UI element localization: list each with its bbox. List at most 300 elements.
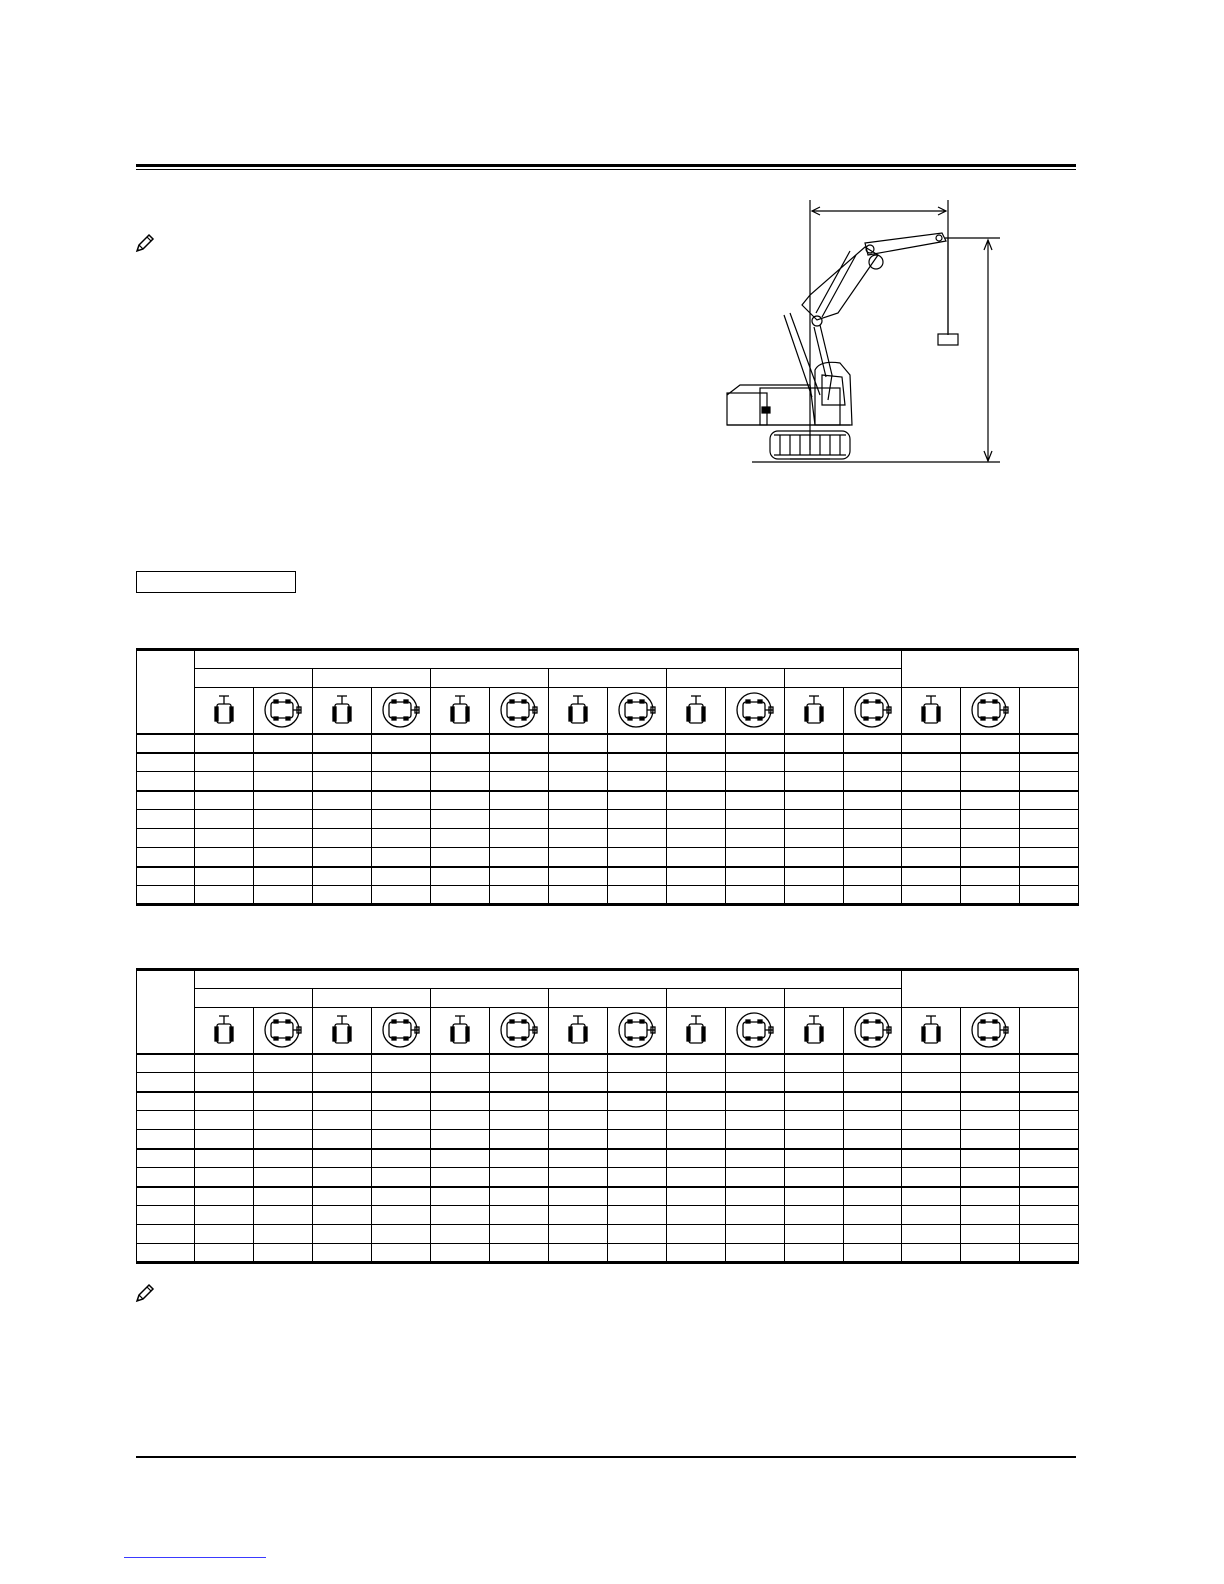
capacity-cell bbox=[844, 829, 902, 848]
capacity-cell bbox=[902, 1244, 961, 1263]
radius-group-header bbox=[785, 669, 902, 688]
capacity-cell bbox=[844, 867, 902, 886]
capacity-cell bbox=[195, 1149, 254, 1168]
capacity-cell bbox=[785, 1073, 844, 1092]
lift-capacity-table-2 bbox=[136, 968, 1079, 1264]
capacity-cell bbox=[372, 1244, 431, 1263]
capacity-cell bbox=[313, 848, 372, 867]
capacity-cell bbox=[431, 810, 490, 829]
capacity-cell bbox=[726, 1073, 785, 1092]
capacity-cell bbox=[1020, 1092, 1079, 1111]
capacity-cell bbox=[254, 1168, 313, 1187]
capacity-cell bbox=[431, 734, 490, 753]
capacity-cell bbox=[195, 886, 254, 905]
capacity-cell bbox=[1020, 1073, 1079, 1092]
capacity-cell bbox=[431, 1111, 490, 1130]
track-over-side-icon bbox=[381, 690, 421, 730]
radius-group-header bbox=[549, 989, 667, 1008]
pencil-icon bbox=[134, 232, 156, 254]
capacity-cell bbox=[961, 829, 1020, 848]
capacity-cell bbox=[549, 772, 608, 791]
track-over-side-icon bbox=[263, 690, 303, 730]
track-over-front-icon bbox=[685, 694, 707, 726]
track-over-front-icon bbox=[449, 1014, 471, 1046]
capacity-cell bbox=[961, 886, 1020, 905]
capacity-cell bbox=[608, 1187, 667, 1206]
capacity-cell bbox=[785, 1225, 844, 1244]
capacity-cell bbox=[490, 753, 549, 772]
height-cell bbox=[137, 1073, 195, 1092]
reach-header bbox=[1020, 1008, 1079, 1054]
capacity-cell bbox=[549, 1054, 608, 1073]
capacity-cell bbox=[431, 867, 490, 886]
capacity-cell bbox=[844, 1054, 902, 1073]
capacity-cell bbox=[1020, 848, 1079, 867]
table-2-body bbox=[137, 970, 1079, 1263]
capacity-cell bbox=[490, 1092, 549, 1111]
capacity-cell bbox=[372, 1149, 431, 1168]
capacity-cell bbox=[431, 1206, 490, 1225]
table-row bbox=[137, 1092, 1079, 1111]
capacity-cell bbox=[313, 1092, 372, 1111]
capacity-cell bbox=[726, 810, 785, 829]
capacity-cell bbox=[195, 1225, 254, 1244]
capacity-cell bbox=[313, 753, 372, 772]
capacity-cell bbox=[667, 1054, 726, 1073]
capacity-cell bbox=[726, 1111, 785, 1130]
capacity-cell bbox=[490, 1073, 549, 1092]
capacity-cell bbox=[608, 1092, 667, 1111]
capacity-cell bbox=[902, 734, 961, 753]
capacity-cell bbox=[785, 848, 844, 867]
radius-header-cell bbox=[195, 970, 902, 989]
capacity-cell bbox=[785, 829, 844, 848]
radius-group-header bbox=[431, 989, 549, 1008]
capacity-cell bbox=[254, 791, 313, 810]
capacity-cell bbox=[785, 772, 844, 791]
radius-group-header bbox=[667, 669, 785, 688]
height-cell bbox=[137, 1054, 195, 1073]
capacity-cell bbox=[490, 867, 549, 886]
capacity-cell bbox=[549, 1149, 608, 1168]
capacity-cell bbox=[195, 1092, 254, 1111]
capacity-cell bbox=[1020, 810, 1079, 829]
capacity-cell bbox=[372, 1225, 431, 1244]
height-cell bbox=[137, 772, 195, 791]
over-front-header bbox=[195, 1008, 254, 1054]
radius-group-header bbox=[431, 669, 549, 688]
capacity-cell bbox=[195, 1054, 254, 1073]
track-over-side-icon bbox=[381, 1010, 421, 1050]
height-cell bbox=[137, 1206, 195, 1225]
capacity-cell bbox=[549, 1206, 608, 1225]
track-over-side-icon bbox=[499, 690, 539, 730]
capacity-cell bbox=[667, 829, 726, 848]
capacity-cell bbox=[1020, 867, 1079, 886]
capacity-cell bbox=[313, 1206, 372, 1225]
capacity-cell bbox=[313, 791, 372, 810]
table-row bbox=[137, 810, 1079, 829]
capacity-cell bbox=[195, 1168, 254, 1187]
capacity-cell bbox=[726, 772, 785, 791]
capacity-cell bbox=[195, 734, 254, 753]
capacity-cell bbox=[431, 1168, 490, 1187]
capacity-cell bbox=[902, 810, 961, 829]
capacity-cell bbox=[431, 829, 490, 848]
track-over-front-icon bbox=[803, 1014, 825, 1046]
capacity-cell bbox=[372, 829, 431, 848]
over-front-header bbox=[902, 688, 961, 734]
capacity-cell bbox=[902, 1225, 961, 1244]
capacity-cell bbox=[608, 1111, 667, 1130]
capacity-cell bbox=[608, 1149, 667, 1168]
capacity-cell bbox=[902, 791, 961, 810]
height-cell bbox=[137, 753, 195, 772]
capacity-cell bbox=[961, 1130, 1020, 1149]
capacity-cell bbox=[490, 1206, 549, 1225]
capacity-cell bbox=[254, 1092, 313, 1111]
capacity-cell bbox=[195, 867, 254, 886]
capacity-cell bbox=[313, 886, 372, 905]
capacity-cell bbox=[608, 848, 667, 867]
height-cell bbox=[137, 886, 195, 905]
table-row bbox=[137, 772, 1079, 791]
capacity-cell bbox=[961, 848, 1020, 867]
over-front-header bbox=[313, 1008, 372, 1054]
capacity-cell bbox=[372, 791, 431, 810]
capacity-cell bbox=[961, 1187, 1020, 1206]
capacity-cell bbox=[785, 1130, 844, 1149]
table-row bbox=[137, 1168, 1079, 1187]
capacity-cell bbox=[549, 886, 608, 905]
footer-rule bbox=[136, 1456, 1076, 1458]
height-header-cell bbox=[137, 650, 195, 734]
capacity-cell bbox=[785, 734, 844, 753]
capacity-cell bbox=[667, 886, 726, 905]
height-cell bbox=[137, 791, 195, 810]
radius-group-header bbox=[549, 669, 667, 688]
capacity-cell bbox=[490, 829, 549, 848]
capacity-cell bbox=[195, 1130, 254, 1149]
capacity-cell bbox=[549, 753, 608, 772]
capacity-cell bbox=[549, 867, 608, 886]
capacity-cell bbox=[431, 848, 490, 867]
capacity-cell bbox=[195, 1206, 254, 1225]
capacity-cell bbox=[254, 848, 313, 867]
capacity-cell bbox=[902, 1187, 961, 1206]
capacity-cell bbox=[608, 1168, 667, 1187]
capacity-cell bbox=[313, 1111, 372, 1130]
track-over-front-icon bbox=[449, 694, 471, 726]
capacity-cell bbox=[667, 791, 726, 810]
capacity-cell bbox=[490, 1168, 549, 1187]
capacity-cell bbox=[844, 1073, 902, 1092]
over-side-header bbox=[726, 1008, 785, 1054]
capacity-cell bbox=[902, 1168, 961, 1187]
capacity-cell bbox=[372, 886, 431, 905]
capacity-cell bbox=[254, 1054, 313, 1073]
capacity-cell bbox=[549, 1168, 608, 1187]
capacity-cell bbox=[1020, 1244, 1079, 1263]
over-front-header bbox=[667, 1008, 726, 1054]
radius-group-header bbox=[667, 989, 785, 1008]
capacity-cell bbox=[195, 1187, 254, 1206]
capacity-cell bbox=[490, 1225, 549, 1244]
capacity-cell bbox=[490, 1130, 549, 1149]
capacity-cell bbox=[961, 1244, 1020, 1263]
capacity-cell bbox=[726, 1130, 785, 1149]
capacity-cell bbox=[490, 734, 549, 753]
track-over-side-icon bbox=[499, 1010, 539, 1050]
capacity-cell bbox=[844, 810, 902, 829]
capacity-cell bbox=[961, 1111, 1020, 1130]
track-over-front-icon bbox=[567, 694, 589, 726]
height-cell bbox=[137, 1149, 195, 1168]
max-reach-header-cell bbox=[902, 970, 1079, 1008]
over-front-header bbox=[785, 688, 844, 734]
capacity-cell bbox=[431, 1073, 490, 1092]
capacity-cell bbox=[667, 1149, 726, 1168]
height-header-cell bbox=[137, 970, 195, 1054]
capacity-cell bbox=[608, 753, 667, 772]
capacity-cell bbox=[667, 753, 726, 772]
capacity-cell bbox=[667, 734, 726, 753]
capacity-cell bbox=[372, 1130, 431, 1149]
capacity-cell bbox=[490, 1054, 549, 1073]
capacity-cell bbox=[549, 1187, 608, 1206]
capacity-cell bbox=[195, 1111, 254, 1130]
capacity-cell bbox=[313, 1225, 372, 1244]
track-over-side-icon bbox=[970, 690, 1010, 730]
capacity-cell bbox=[608, 1130, 667, 1149]
capacity-cell bbox=[785, 886, 844, 905]
over-front-header bbox=[195, 688, 254, 734]
capacity-cell bbox=[549, 810, 608, 829]
capacity-cell bbox=[902, 829, 961, 848]
over-side-header bbox=[961, 688, 1020, 734]
capacity-cell bbox=[254, 772, 313, 791]
capacity-cell bbox=[431, 1187, 490, 1206]
radius-group-header bbox=[195, 669, 313, 688]
capacity-cell bbox=[902, 772, 961, 791]
over-side-header bbox=[254, 688, 313, 734]
capacity-cell bbox=[313, 1168, 372, 1187]
radius-group-header bbox=[313, 989, 431, 1008]
capacity-cell bbox=[608, 886, 667, 905]
capacity-cell bbox=[667, 867, 726, 886]
capacity-cell bbox=[608, 1054, 667, 1073]
capacity-cell bbox=[1020, 753, 1079, 772]
capacity-cell bbox=[844, 1206, 902, 1225]
over-side-header bbox=[490, 1008, 549, 1054]
capacity-cell bbox=[549, 1111, 608, 1130]
capacity-cell bbox=[549, 1092, 608, 1111]
capacity-cell bbox=[549, 1130, 608, 1149]
over-side-header bbox=[372, 688, 431, 734]
capacity-cell bbox=[431, 1054, 490, 1073]
capacity-cell bbox=[372, 848, 431, 867]
table-row bbox=[137, 1073, 1079, 1092]
capacity-cell bbox=[785, 1111, 844, 1130]
track-over-front-icon bbox=[331, 694, 353, 726]
capacity-cell bbox=[785, 1149, 844, 1168]
track-over-side-icon bbox=[970, 1010, 1010, 1050]
capacity-cell bbox=[431, 1244, 490, 1263]
capacity-cell bbox=[961, 753, 1020, 772]
table-row bbox=[137, 791, 1079, 810]
table-row bbox=[137, 1111, 1079, 1130]
capacity-cell bbox=[431, 1092, 490, 1111]
capacity-cell bbox=[1020, 1054, 1079, 1073]
capacity-cell bbox=[372, 1187, 431, 1206]
over-side-header bbox=[254, 1008, 313, 1054]
capacity-cell bbox=[608, 1206, 667, 1225]
capacity-cell bbox=[844, 848, 902, 867]
capacity-cell bbox=[1020, 1130, 1079, 1149]
capacity-cell bbox=[844, 791, 902, 810]
capacity-cell bbox=[902, 1149, 961, 1168]
height-cell bbox=[137, 1187, 195, 1206]
height-cell bbox=[137, 867, 195, 886]
capacity-cell bbox=[1020, 734, 1079, 753]
capacity-cell bbox=[844, 1187, 902, 1206]
section-label bbox=[137, 574, 141, 588]
capacity-cell bbox=[726, 791, 785, 810]
over-side-header bbox=[490, 688, 549, 734]
capacity-cell bbox=[549, 734, 608, 753]
track-over-front-icon bbox=[920, 1014, 942, 1046]
over-side-header bbox=[844, 1008, 902, 1054]
table-row bbox=[137, 829, 1079, 848]
capacity-cell bbox=[372, 1092, 431, 1111]
radius-group-header bbox=[313, 669, 431, 688]
capacity-cell bbox=[431, 886, 490, 905]
capacity-cell bbox=[313, 1054, 372, 1073]
capacity-cell bbox=[726, 867, 785, 886]
lift-capacity-table-1 bbox=[136, 648, 1079, 906]
capacity-cell bbox=[726, 1244, 785, 1263]
capacity-cell bbox=[785, 753, 844, 772]
table-1-body bbox=[137, 650, 1079, 905]
capacity-cell bbox=[313, 1149, 372, 1168]
over-side-header bbox=[372, 1008, 431, 1054]
capacity-cell bbox=[313, 867, 372, 886]
capacity-cell bbox=[254, 810, 313, 829]
capacity-cell bbox=[372, 753, 431, 772]
capacity-cell bbox=[667, 1225, 726, 1244]
height-cell bbox=[137, 829, 195, 848]
capacity-cell bbox=[313, 1244, 372, 1263]
capacity-cell bbox=[726, 848, 785, 867]
capacity-cell bbox=[549, 1225, 608, 1244]
track-over-side-icon bbox=[853, 690, 893, 730]
capacity-cell bbox=[195, 791, 254, 810]
capacity-cell bbox=[254, 1206, 313, 1225]
capacity-cell bbox=[961, 772, 1020, 791]
capacity-cell bbox=[844, 1168, 902, 1187]
capacity-cell bbox=[844, 1130, 902, 1149]
capacity-cell bbox=[961, 1206, 1020, 1225]
over-front-header bbox=[902, 1008, 961, 1054]
capacity-cell bbox=[254, 1130, 313, 1149]
table-row bbox=[137, 1206, 1079, 1225]
over-front-header bbox=[549, 1008, 608, 1054]
capacity-cell bbox=[431, 772, 490, 791]
capacity-cell bbox=[726, 734, 785, 753]
over-front-header bbox=[431, 1008, 490, 1054]
height-cell bbox=[137, 848, 195, 867]
capacity-cell bbox=[608, 734, 667, 753]
capacity-cell bbox=[667, 1073, 726, 1092]
capacity-cell bbox=[608, 829, 667, 848]
capacity-cell bbox=[254, 867, 313, 886]
capacity-cell bbox=[667, 1168, 726, 1187]
capacity-cell bbox=[667, 848, 726, 867]
capacity-cell bbox=[1020, 1168, 1079, 1187]
capacity-cell bbox=[313, 1130, 372, 1149]
track-over-side-icon bbox=[735, 690, 775, 730]
table-row bbox=[137, 1130, 1079, 1149]
table-row bbox=[137, 1054, 1079, 1073]
capacity-cell bbox=[372, 734, 431, 753]
capacity-cell bbox=[372, 1073, 431, 1092]
track-over-side-icon bbox=[617, 690, 657, 730]
over-front-header bbox=[549, 688, 608, 734]
height-cell bbox=[137, 1130, 195, 1149]
capacity-cell bbox=[902, 1111, 961, 1130]
capacity-cell bbox=[902, 753, 961, 772]
capacity-cell bbox=[372, 1206, 431, 1225]
table-row bbox=[137, 1244, 1079, 1263]
reach-header bbox=[1020, 688, 1079, 734]
over-side-header bbox=[844, 688, 902, 734]
capacity-cell bbox=[1020, 791, 1079, 810]
capacity-cell bbox=[431, 1130, 490, 1149]
capacity-cell bbox=[667, 1130, 726, 1149]
capacity-cell bbox=[549, 829, 608, 848]
capacity-cell bbox=[490, 1149, 549, 1168]
capacity-cell bbox=[1020, 1206, 1079, 1225]
capacity-cell bbox=[961, 867, 1020, 886]
capacity-cell bbox=[667, 772, 726, 791]
over-front-header bbox=[431, 688, 490, 734]
capacity-cell bbox=[902, 1073, 961, 1092]
capacity-cell bbox=[667, 810, 726, 829]
over-front-header bbox=[667, 688, 726, 734]
capacity-cell bbox=[549, 848, 608, 867]
height-cell bbox=[137, 810, 195, 829]
capacity-cell bbox=[667, 1244, 726, 1263]
height-cell bbox=[137, 1244, 195, 1263]
capacity-cell bbox=[667, 1111, 726, 1130]
capacity-cell bbox=[1020, 1225, 1079, 1244]
capacity-cell bbox=[313, 810, 372, 829]
capacity-cell bbox=[844, 1244, 902, 1263]
footer-link-underline[interactable] bbox=[124, 1557, 266, 1558]
capacity-cell bbox=[372, 1054, 431, 1073]
table-row bbox=[137, 1225, 1079, 1244]
capacity-cell bbox=[726, 1054, 785, 1073]
track-over-side-icon bbox=[735, 1010, 775, 1050]
capacity-cell bbox=[785, 810, 844, 829]
over-side-header bbox=[961, 1008, 1020, 1054]
capacity-cell bbox=[1020, 1187, 1079, 1206]
capacity-cell bbox=[549, 791, 608, 810]
capacity-cell bbox=[608, 867, 667, 886]
capacity-cell bbox=[1020, 886, 1079, 905]
table-row bbox=[137, 848, 1079, 867]
capacity-cell bbox=[844, 1225, 902, 1244]
